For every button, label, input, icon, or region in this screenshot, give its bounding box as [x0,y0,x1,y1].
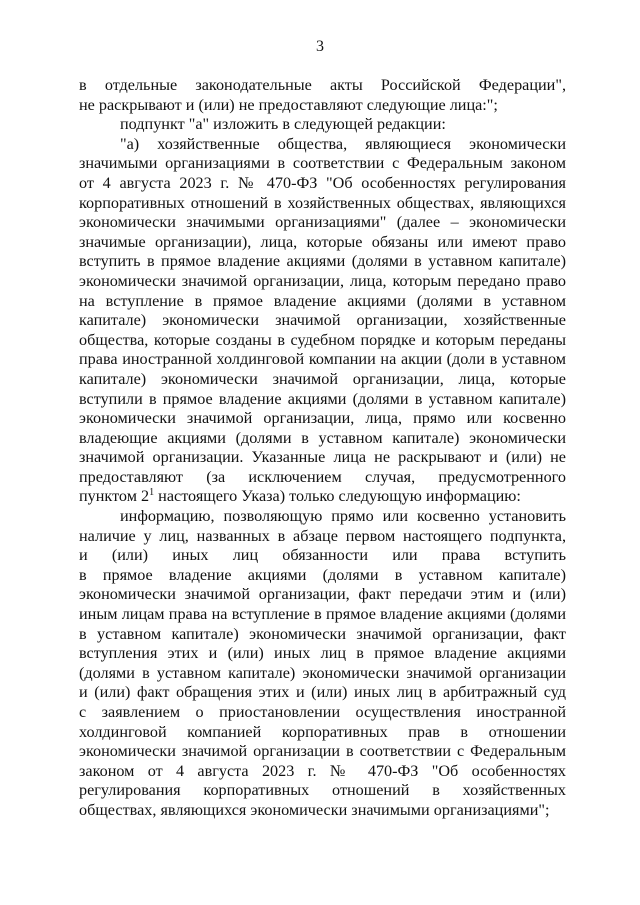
text-line: и (или) иных лиц обязанности или права вступить [79,546,566,565]
text-line: иным лицам права на вступление в прямое владение акциями (долями [79,605,566,624]
text-line-part: настоящего Указа) только следующую информацию: [154,487,521,506]
page-number: 3 [316,38,324,55]
text-line: наличие у лиц, названных в абзаце первом настоящего подпункта, [79,526,566,545]
text-line: значимой организации. Указанные лица не раскрывают и (или) не [79,448,566,467]
text-line: капитале) экономически значимой организации, хозяйственные [79,311,566,330]
text-line: "а) хозяйственные общества, являющиеся экономически [120,134,566,153]
text-line: экономически значимыми организациями" (далее – экономически [79,213,566,232]
text-line: корпоративных отношений в хозяйственных обществах, являющихся [79,193,566,212]
document-body [79,76,566,821]
text-line: подпункт "а" изложить в следующей редакции: [120,115,446,134]
text-line: вступили в прямое владение акциями (долями в уставном капитале) [79,389,566,408]
text-line: значимые организации), лица, которые обязаны или имеют право [79,232,566,251]
text-line: общества, которые созданы в судебном порядке и которым переданы [79,330,566,349]
text-line: экономически значимой организации, факт передачи этим и (или) [79,585,566,604]
text-line: законом от 4 августа 2023 г. № 470-ФЗ "Об особенностях [79,761,566,780]
text-line: информацию, позволяющую прямо или косвенно установить [120,507,566,526]
text-line: вступления этих и (или) иных лиц в прямое владение акциями [79,644,566,663]
text-line [79,487,566,507]
text-line-part: пунктом 2 [79,487,150,506]
text-line: с заявлением о приостановлении осуществления иностранной [79,703,566,721]
text-line: предоставляют (за исключением случая, предусмотренного [79,467,566,486]
text-line: вступить в прямое владение акциями (долями в уставном капитале) [79,252,566,271]
text-line: регулирования корпоративных отношений в хозяйственных [79,781,566,800]
text-line: в отдельные законодательные акты Российской Федерации", [79,76,566,94]
text-line: от 4 августа 2023 г. № 470-ФЗ "Об особенностях регулирования [79,173,566,192]
text-line: на вступление в прямое владение акциями (долями в уставном [79,291,566,310]
text-line: экономически значимой организации в соответствии с Федеральным [79,742,566,761]
text-line: экономически значимой организации, лица, прямо или косвенно [79,409,566,428]
text-line: и (или) факт обращения этих и (или) иных лиц в арбитражный суд [79,683,566,702]
text-line: экономически значимой организации, лица, которым передано право [79,271,566,290]
text-line: значимыми организациями в соответствии с Федеральным законом [79,154,566,173]
text-line: (долями в уставном капитале) экономически значимой организации [79,663,566,682]
text-line: права иностранной холдинговой компании на акции (доли в уставном [79,350,566,369]
text-line: в прямое владение акциями (долями в уставном капитале) [79,565,566,584]
text-line: обществах, являющихся экономически значимыми организациями"; [79,800,550,819]
superscript: 1 [149,487,155,499]
text-line: капитале) экономически значимой организации, лица, которые [79,369,566,388]
text-line: не раскрывают и (или) не предоставляют следующие лица:"; [79,95,498,114]
text-line: холдинговой компанией корпоративных прав в отношении [79,722,566,741]
text-line: владеющие акциями (долями в уставном капитале) экономически [79,428,566,447]
text-line: в уставном капитале) экономически значимой организации, факт [79,624,566,643]
